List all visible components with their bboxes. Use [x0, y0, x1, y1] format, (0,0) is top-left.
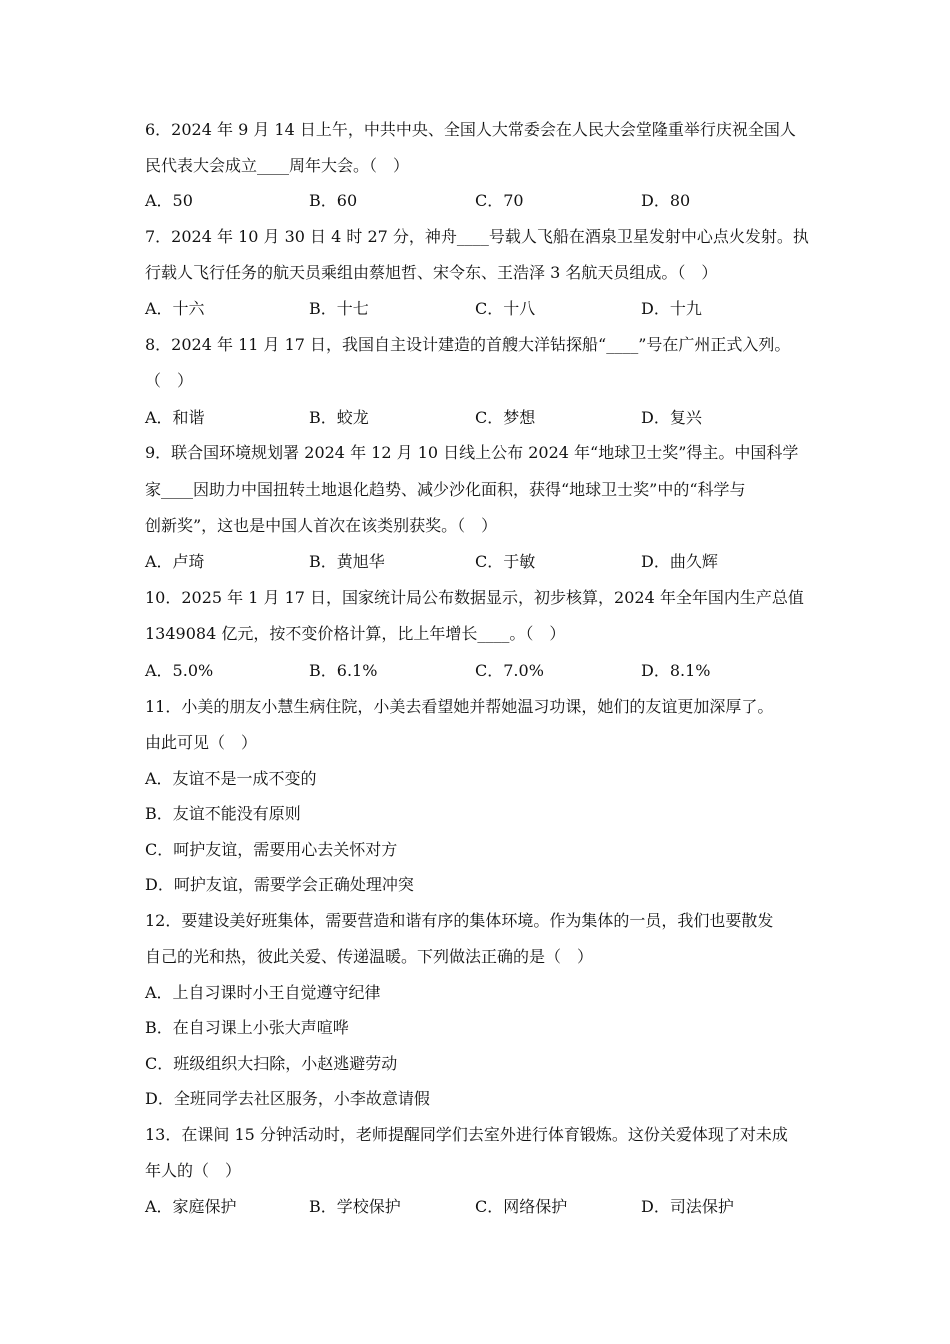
q13-line-2: 年人的（ ）	[145, 1161, 242, 1180]
q10-option-b: B．6.1%	[309, 661, 378, 680]
q7-options	[145, 299, 825, 319]
q7-option-b: B．十七	[309, 299, 369, 318]
q7-line-2: 行载人飞行任务的航天员乘组由蔡旭哲、宋令东、王浩泽 3 名航天员组成。（ ）	[145, 263, 718, 282]
q13-option-a: A．家庭保护	[145, 1197, 237, 1216]
q8-line-2: （ ）	[145, 371, 194, 390]
q9-line-3: 创新奖”，这也是中国人首次在该类别获奖。（ ）	[145, 516, 498, 535]
q12-option-a: A．上自习课时小王自觉遵守纪律	[145, 983, 381, 1002]
q6-options	[145, 191, 825, 211]
q11-line-2: 由此可见（ ）	[145, 733, 258, 752]
q11-option-b: B．友谊不能没有原则	[145, 804, 301, 823]
q7-option-c: C．十八	[475, 299, 536, 318]
q13-line-1: 13．在课间 15 分钟活动时，老师提醒同学们去室外进行体育锻炼。这份关爱体现了对未成	[145, 1125, 788, 1144]
q11-option-c: C．呵护友谊，需要用心去关怀对方	[145, 840, 398, 859]
q9-line-1: 9．联合国环境规划署 2024 年 12 月 10 日线上公布 2024 年“地球卫士奖”得主。中国科学	[145, 443, 799, 462]
q8-option-c: C．梦想	[475, 408, 536, 427]
q12-option-d: D．全班同学去社区服务，小李故意请假	[145, 1089, 430, 1108]
q12-option-b: B．在自习课上小张大声喧哗	[145, 1018, 349, 1037]
q7-option-a: A．十六	[145, 299, 205, 318]
q8-options	[145, 408, 825, 428]
q9-option-c: C．于敏	[475, 552, 536, 571]
q12-line-2: 自己的光和热，彼此关爱、传递温暖。下列做法正确的是（ ）	[145, 947, 594, 966]
q6-line-2: 民代表大会成立____周年大会。（ ）	[145, 156, 410, 175]
q10-options	[145, 661, 825, 681]
q8-option-a: A．和谐	[145, 408, 205, 427]
q13-option-b: B．学校保护	[309, 1197, 401, 1216]
q11-option-d: D．呵护友谊，需要学会正确处理冲突	[145, 875, 414, 894]
q10-option-a: A．5.0%	[145, 661, 214, 680]
q8-option-b: B．蛟龙	[309, 408, 369, 427]
q10-option-d: D．8.1%	[641, 661, 711, 680]
q10-line-2: 1349084 亿元，按不变价格计算，比上年增长____。（ ）	[145, 624, 566, 643]
q13-options	[145, 1197, 825, 1217]
q9-options	[145, 552, 825, 572]
q11-line-1: 11．小美的朋友小慧生病住院，小美去看望她并帮她温习功课，她们的友谊更加深厚了。	[145, 697, 774, 716]
q13-option-d: D．司法保护	[641, 1197, 734, 1216]
q9-option-a: A．卢琦	[145, 552, 205, 571]
q7-line-1: 7．2024 年 10 月 30 日 4 时 27 分，神舟____号载人飞船在酒泉卫星发射中心点火发射。执	[145, 227, 809, 246]
q10-line-1: 10．2025 年 1 月 17 日，国家统计局公布数据显示，初步核算，2024 年全年国内生产总值	[145, 588, 804, 607]
q10-option-c: C．7.0%	[475, 661, 544, 680]
q9-option-d: D．曲久辉	[641, 552, 718, 571]
q12-line-1: 12．要建设美好班集体，需要营造和谐有序的集体环境。作为集体的一员，我们也要散发	[145, 911, 774, 930]
q9-option-b: B．黄旭华	[309, 552, 385, 571]
q6-option-d: D．80	[641, 191, 691, 210]
q13-option-c: C．网络保护	[475, 1197, 568, 1216]
q9-line-2: 家____因助力中国扭转土地退化趋势、减少沙化面积，获得“地球卫士奖”中的“科学与	[145, 480, 746, 499]
q8-option-d: D．复兴	[641, 408, 702, 427]
q8-line-1: 8．2024 年 11 月 17 日，我国自主设计建造的首艘大洋钻探船“____”号在广州正式入列。	[145, 335, 791, 354]
q12-option-c: C．班级组织大扫除，小赵逃避劳动	[145, 1054, 398, 1073]
q6-line-1: 6．2024 年 9 月 14 日上午，中共中央、全国人大常委会在人民大会堂隆重举行庆祝全国人	[145, 120, 796, 139]
q6-option-a: A．50	[145, 191, 193, 210]
q7-option-d: D．十九	[641, 299, 702, 318]
q6-option-c: C．70	[475, 191, 524, 210]
q6-option-b: B．60	[309, 191, 358, 210]
q11-option-a: A．友谊不是一成不变的	[145, 769, 317, 788]
